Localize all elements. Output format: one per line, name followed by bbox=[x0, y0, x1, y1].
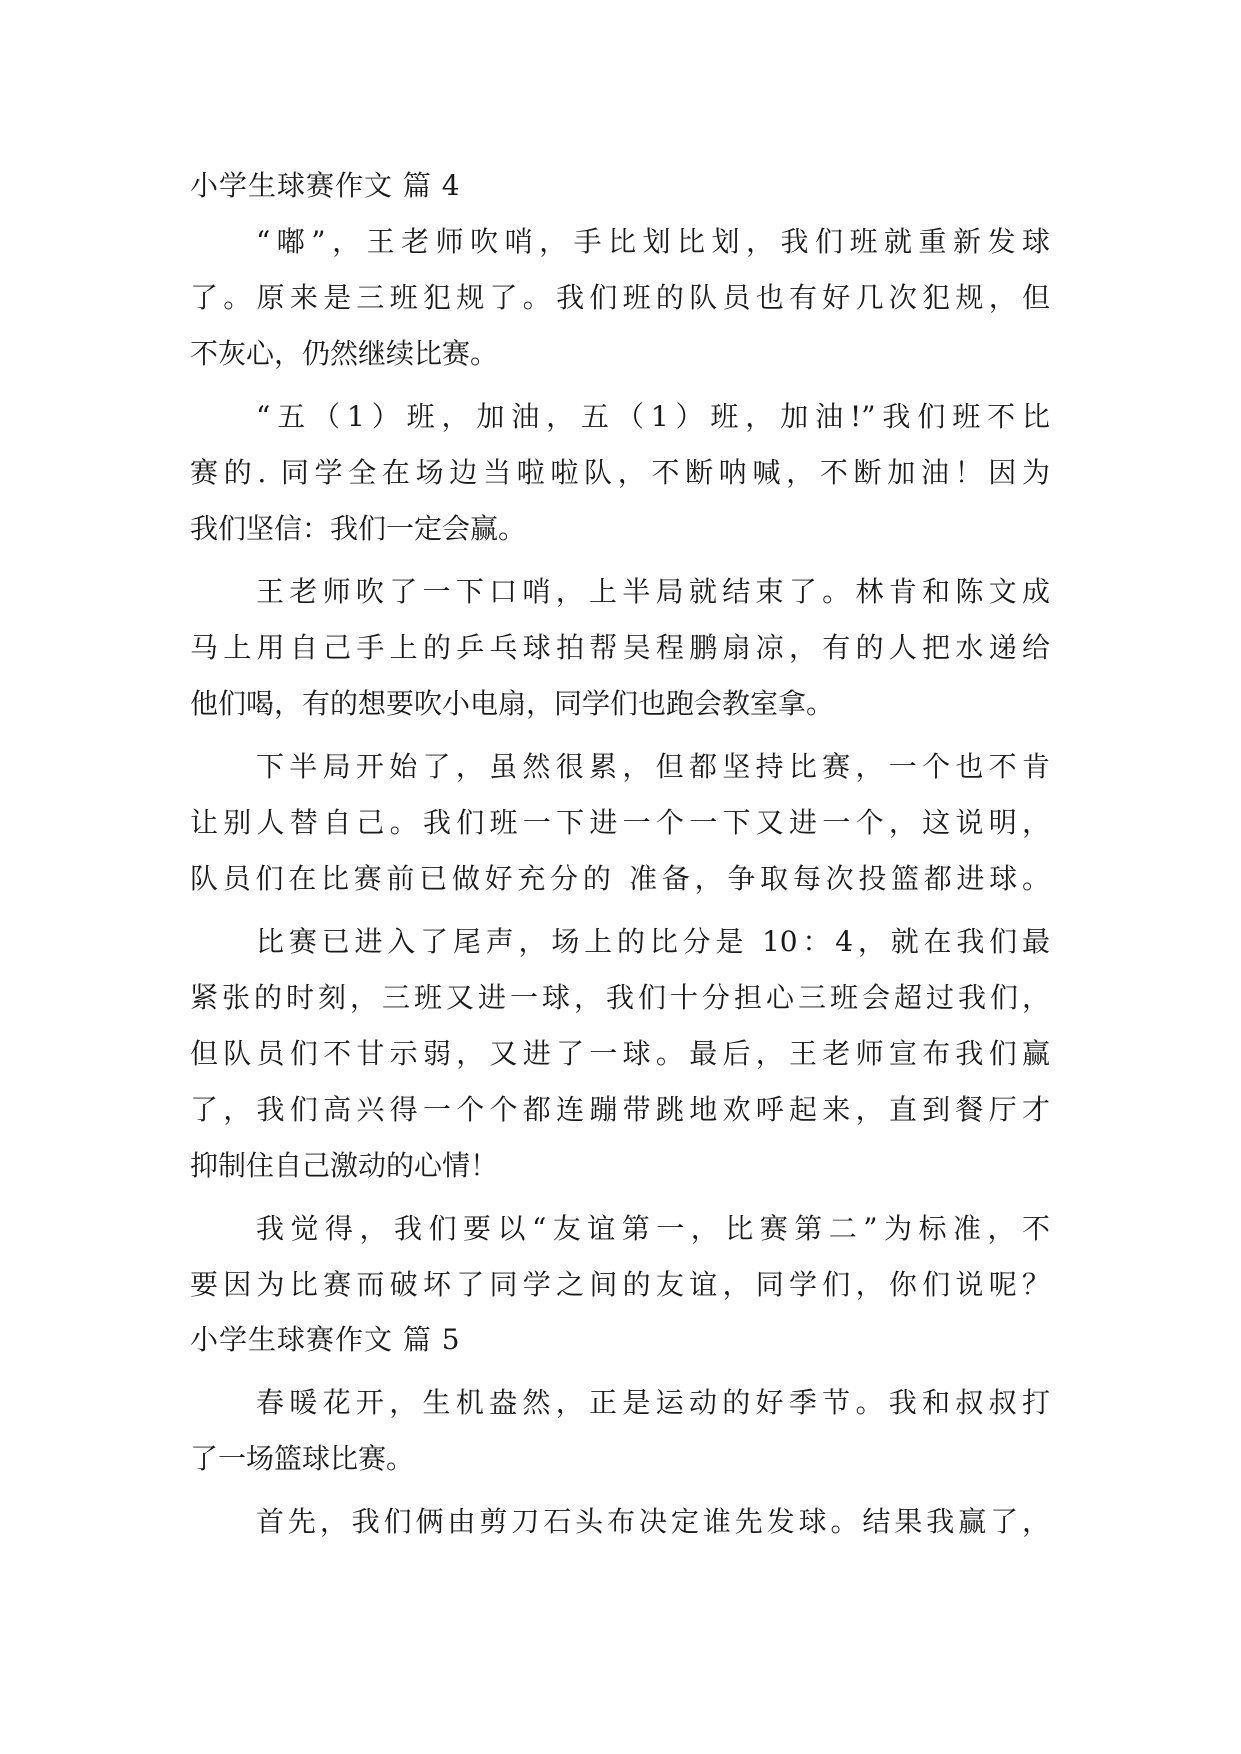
paragraph-line: 他们喝，有的想要吹小电扇，同学们也跑会教室拿。 bbox=[190, 687, 835, 720]
paragraph-line: 抑制住自己激动的心情！ bbox=[190, 1149, 499, 1182]
section-heading: 小学生球赛作文 篇 4 bbox=[190, 169, 461, 202]
paragraph-line: 要因为比赛而破坏了同学之间的友谊，同学们，你们说呢？ bbox=[190, 1268, 1050, 1301]
paragraph-line: “嘟”，王老师吹哨，手比划比划，我们班就重新发球 bbox=[256, 225, 1050, 258]
paragraph-line: 马上用自己手上的乒乓球拍帮吴程鹏扇凉，有的人把水递给 bbox=[190, 631, 1050, 664]
paragraph-line: 比赛已进入了尾声，场上的比分是 10：4，就在我们最 bbox=[256, 925, 1050, 958]
document-page bbox=[190, 0, 1050, 1754]
paragraph-line: 下半局开始了，虽然很累，但都坚持比赛，一个也不肯 bbox=[256, 750, 1050, 783]
paragraph-line: 首先，我们俩由剪刀石头布决定谁先发球。结果我赢了， bbox=[256, 1505, 1050, 1538]
paragraph-line: 了。原来是三班犯规了。我们班的队员也有好几次犯规，但 bbox=[190, 281, 1050, 314]
paragraph-line: 赛的. 同学全在场边当啦啦队，不断呐喊，不断加油！因为 bbox=[190, 456, 1050, 489]
paragraph-line: 了一场篮球比赛。 bbox=[190, 1442, 415, 1475]
paragraph-line: 王老师吹了一下口哨，上半局就结束了。林肯和陈文成 bbox=[256, 575, 1050, 608]
paragraph-line: 了，我们高兴得一个个都连蹦带跳地欢呼起来，直到餐厅才 bbox=[190, 1093, 1050, 1126]
paragraph-line: 队员们在比赛前已做好充分的 准备，争取每次投篮都进球。 bbox=[190, 862, 1050, 895]
paragraph-line: 春暖花开，生机盎然，正是运动的好季节。我和叔叔打 bbox=[256, 1386, 1050, 1419]
paragraph-line: “五（1）班，加油，五（1）班，加油!”我们班不比 bbox=[256, 400, 1050, 433]
paragraph-line: 不灰心，仍然继续比赛。 bbox=[190, 337, 499, 370]
paragraph-line: 让别人替自己。我们班一下进一个一下又进一个，这说明， bbox=[190, 806, 1050, 839]
paragraph-line: 紧张的时刻，三班又进一球，我们十分担心三班会超过我们， bbox=[190, 981, 1050, 1014]
paragraph-line: 我觉得，我们要以“友谊第一，比赛第二”为标准，不 bbox=[256, 1212, 1050, 1245]
paragraph-line: 但队员们不甘示弱，又进了一球。最后，王老师宣布我们赢 bbox=[190, 1037, 1050, 1070]
paragraph-line: 我们坚信：我们一定会赢。 bbox=[190, 512, 527, 545]
section-heading: 小学生球赛作文 篇 5 bbox=[190, 1323, 461, 1356]
